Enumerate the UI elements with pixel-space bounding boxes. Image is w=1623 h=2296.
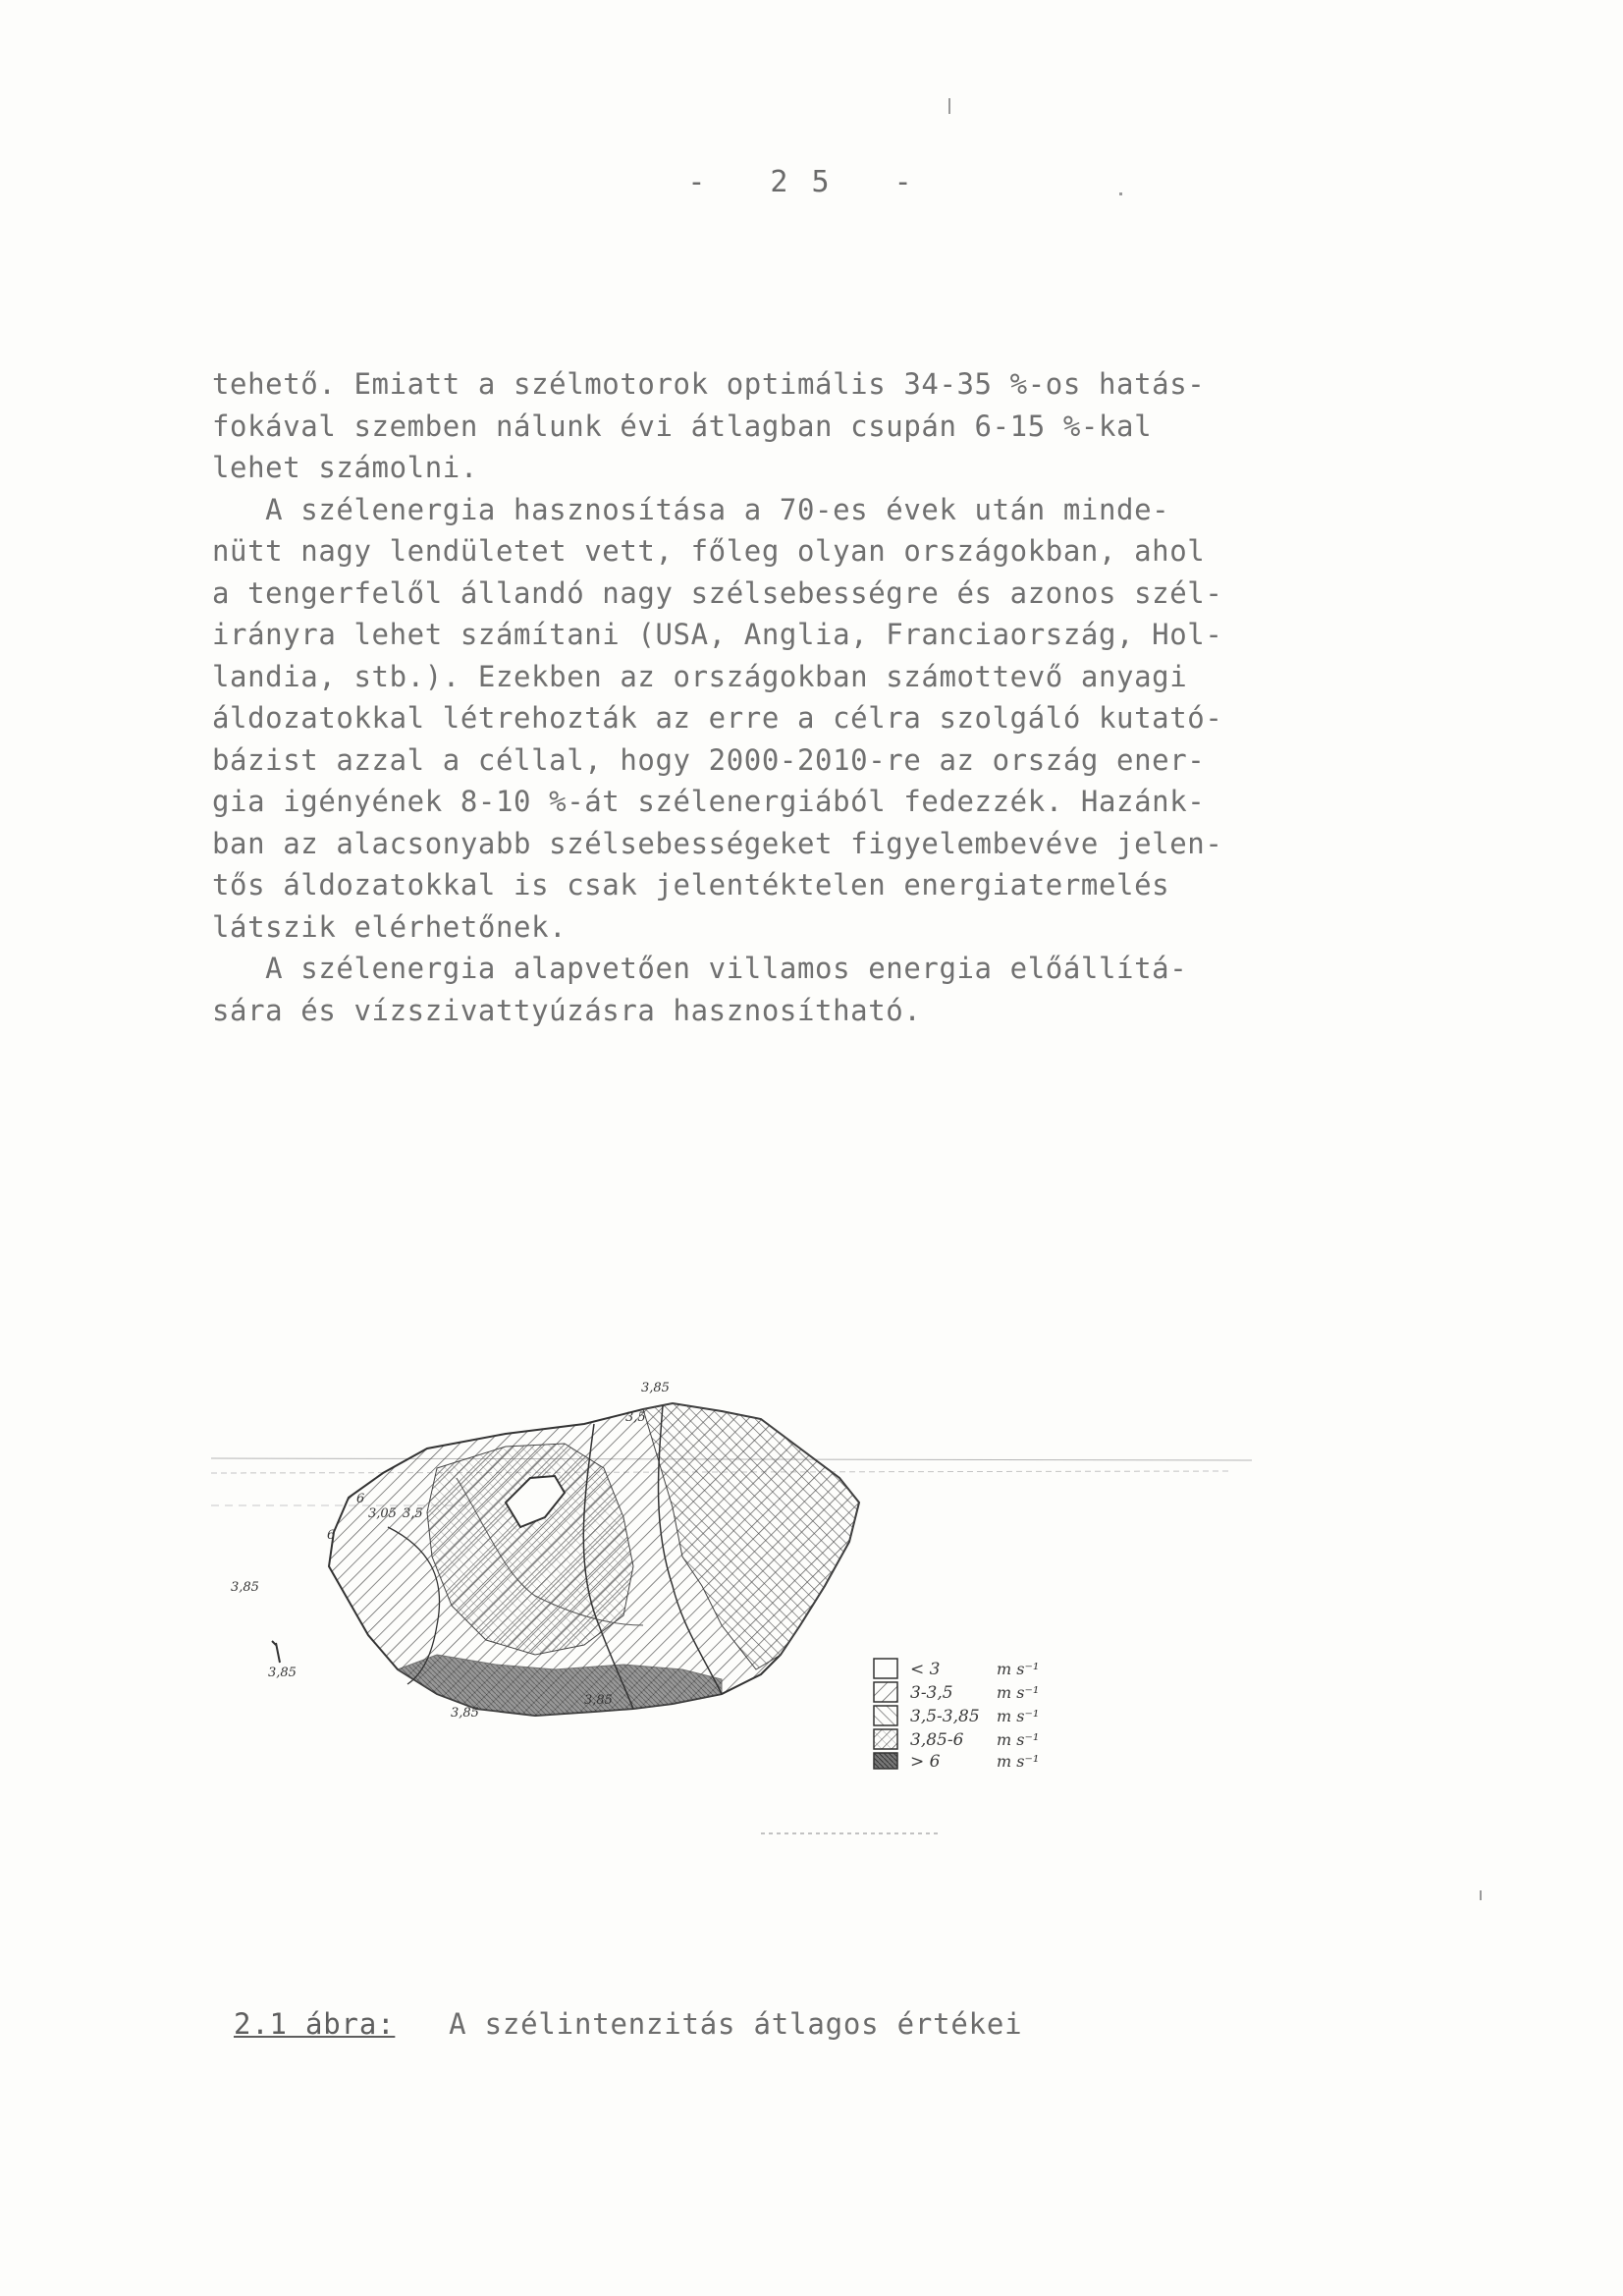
isoline-label: 6 <box>356 1492 365 1506</box>
scan-mark <box>1480 1890 1482 1900</box>
legend-unit: m s⁻¹ <box>997 1660 1040 1678</box>
legend-range: 3-3,5 <box>910 1683 953 1703</box>
wind-map-figure <box>211 1331 1296 1841</box>
text-line: ban az alacsonyabb szélsebességeket figyelembevéve jelen- <box>212 826 1223 860</box>
text-line: tehető. Emiatt a szélmotorok optimális 34-35 %-os hatás- <box>212 367 1206 401</box>
scan-mark <box>1119 192 1122 195</box>
isoline-label: 3,5 <box>403 1506 423 1521</box>
figure-caption <box>234 2007 1022 2041</box>
isoline-label: 3,05 <box>368 1506 397 1521</box>
legend-unit: m s⁻¹ <box>997 1752 1040 1771</box>
wind-map <box>211 1331 1296 1841</box>
isoline-label: 3,85 <box>451 1706 479 1721</box>
text-line: a tengerfelől állandó nagy szélsebességre és azonos szél- <box>212 575 1223 610</box>
isoline-label: 3,85 <box>584 1693 613 1708</box>
scan-mark <box>948 98 950 114</box>
legend-range: < 3 <box>910 1660 941 1679</box>
text-line: lehet számolni. <box>212 451 478 484</box>
legend-range: 3,5-3,85 <box>910 1707 980 1726</box>
legend-unit: m s⁻¹ <box>997 1683 1040 1702</box>
text-line: A szélenergia alapvetően villamos energia előállítá- <box>212 952 1188 985</box>
legend-swatch <box>874 1659 897 1678</box>
legend-unit: m s⁻¹ <box>997 1730 1040 1749</box>
isoline-label: 6 <box>327 1528 336 1543</box>
page-number: - 25 - <box>687 165 936 199</box>
text-line: áldozatokkal létrehozták az erre a célra szolgáló kutató- <box>212 701 1223 735</box>
text-line: landia, stb.). Ezekben az országokban számottevő anyagi <box>212 659 1188 693</box>
body-text <box>212 363 1371 1031</box>
legend-swatch <box>874 1706 897 1725</box>
text-line: irányra lehet számítani (USA, Anglia, Franciaország, Hol- <box>212 618 1223 651</box>
caption-label: 2.1 ábra: <box>234 2007 396 2041</box>
text-line: bázist azzal a céllal, hogy 2000-2010-re az ország ener- <box>212 742 1206 777</box>
legend-range: 3,85-6 <box>910 1730 964 1750</box>
isoline-label: 3,85 <box>268 1666 297 1680</box>
paragraph <box>212 363 1371 489</box>
scan-mark <box>272 1641 280 1663</box>
legend-unit: m s⁻¹ <box>997 1707 1040 1725</box>
legend-swatch <box>874 1682 897 1702</box>
caption-text: A szélintenzitás átlagos értékei <box>449 2007 1023 2041</box>
isoline-label: 3,85 <box>641 1381 670 1395</box>
text-line: fokával szemben nálunk évi átlagban csupán 6-15 %-kal <box>212 409 1153 443</box>
paragraph <box>212 948 1371 1031</box>
text-line: nütt nagy lendületet vett, főleg olyan országokban, ahol <box>212 534 1206 568</box>
text-line: látszik elérhetőnek. <box>212 909 568 944</box>
text-line: sára és vízszivattyúzásra hasznosítható. <box>212 993 922 1027</box>
text-line: gia igényének 8-10 %-át szélenergiából fedezzék. Hazánk- <box>212 785 1206 818</box>
paragraph <box>212 489 1371 949</box>
isoline-label: 3,85 <box>231 1580 259 1595</box>
isoline-label: 3,5 <box>625 1410 646 1425</box>
legend-swatch <box>874 1753 897 1769</box>
map-legend <box>874 1659 1039 1772</box>
legend-range: > 6 <box>910 1752 941 1772</box>
text-line: A szélenergia hasznosítása a 70-es évek után minde- <box>212 492 1170 526</box>
legend-swatch <box>874 1729 897 1749</box>
text-line: tős áldozatokkal is csak jelentéktelen energiatermelés <box>212 868 1170 902</box>
